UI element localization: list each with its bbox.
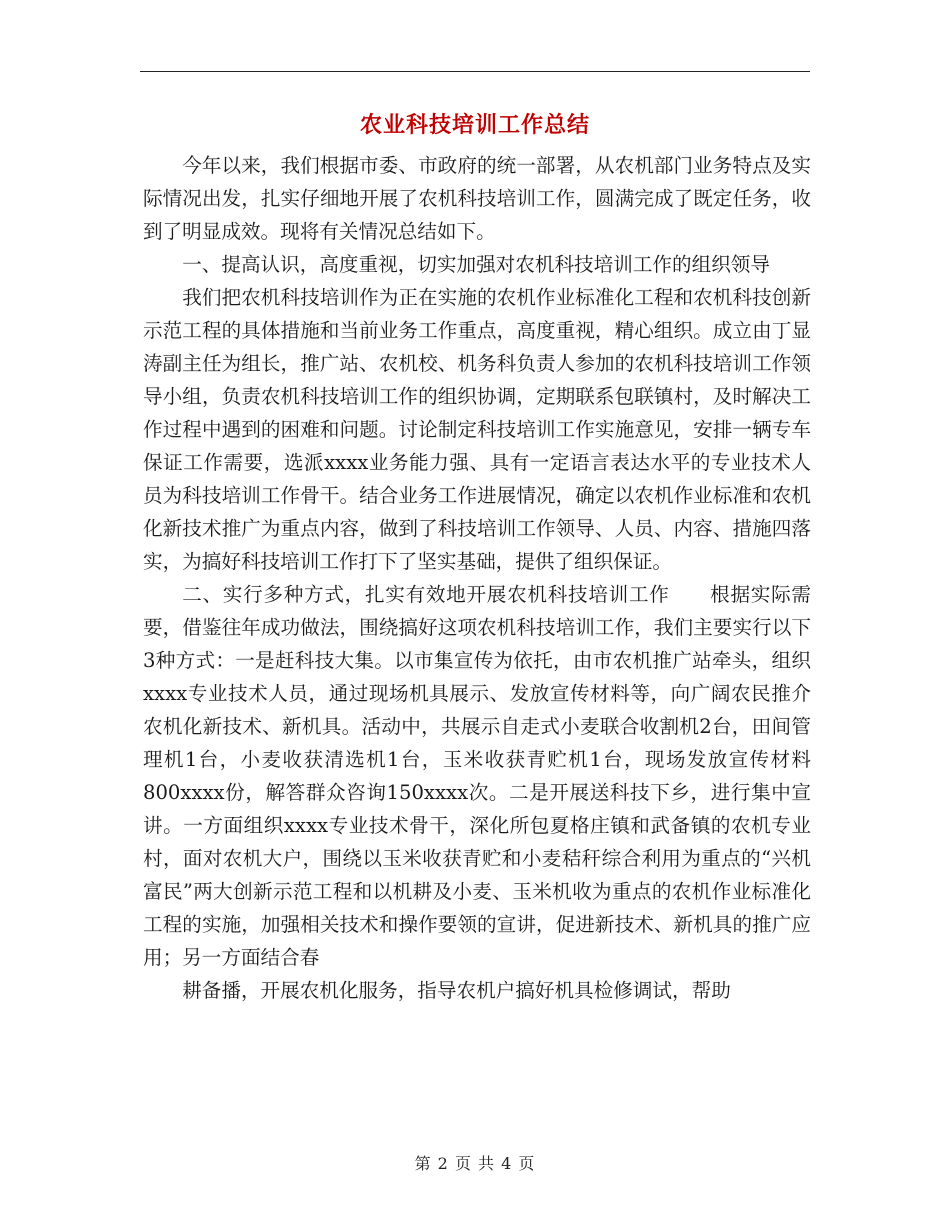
header-rule (140, 71, 810, 72)
paragraph-intro: 今年以来，我们根据市委、市政府的统一部署，从农机部门业务特点及实际情况出发，扎实仔细地开展了农机科技培训工作，圆满完成了既定任务，收到了明显成效。现将有关情况总结如下。 (143, 154, 811, 243)
document-body (143, 149, 811, 1007)
section-heading-1: 一、提高认识，高度重视，切实加强对农机科技培训工作的组织领导 (182, 253, 770, 276)
paragraph-continued: 耕备播，开展农机化服务，指导农机户搞好机具检修调试，帮助 (182, 979, 731, 1002)
document-title: 农业科技培训工作总结 (359, 112, 590, 138)
paragraph-section-1: 我们把农机科技培训作为正在实施的农机作业标准化工程和农机科技创新示范工程的具体措施和当前业务工作重点，高度重视，精心组织。成立由丁显涛副主任为组长，推广站、农机校、机务科负责人参加的农机科技培训工作领导小组，负责农机科技培训工作的组织协调，定期联系包联镇村，及时解决工作过程中遇到的困难和问题。讨论制定科技培训工作实施意见，安排一辆专车保证工作需要，选派xxxx业务能力强、具有一定语言表达水平的专业技术人员为科技培训工作骨干。结合业务工作进展情况，确定以农机作业标准和农机化新技术推广为重点内容，做到了科技培训工作领导、人员、内容、措施四落实，为搞好科技培训工作打下了坚实基础，提供了组织保证。 (143, 286, 811, 573)
paragraph-section-2: 二、实行多种方式，扎实有效地开展农机科技培训工作 根据实际需要，借鉴往年成功做法，围绕搞好这项农机科技培训工作，我们主要实行以下3种方式：一是赶科技大集。以市集宣传为依托，由市农机推广站牵头，组织xxxx专业技术人员，通过现场机具展示、发放宣传材料等，向广阔农民推介农机化新技术、新机具。活动中，共展示自走式小麦联合收割机2台，田间管理机1台，小麦收获清选机1台，玉米收获青贮机1台，现场发放宣传材料800xxxx份，解答群众咨询150xxxx次。二是开展送科技下乡，进行集中宣讲。一方面组织xxxx专业技术骨干，深化所包夏格庄镇和武备镇的农机专业村，面对农机大户，围绕以玉米收获青贮和小麦秸秆综合利用为重点的“兴机富民”两大创新示范工程和以机耕及小麦、玉米机收为重点的农机作业标准化工程的实施，加强相关技术和操作要领的宣讲，促进新技术、新机具的推广应用；另一方面结合春 (143, 583, 811, 969)
page-number: 第 2 页 共 4 页 (414, 1154, 536, 1173)
